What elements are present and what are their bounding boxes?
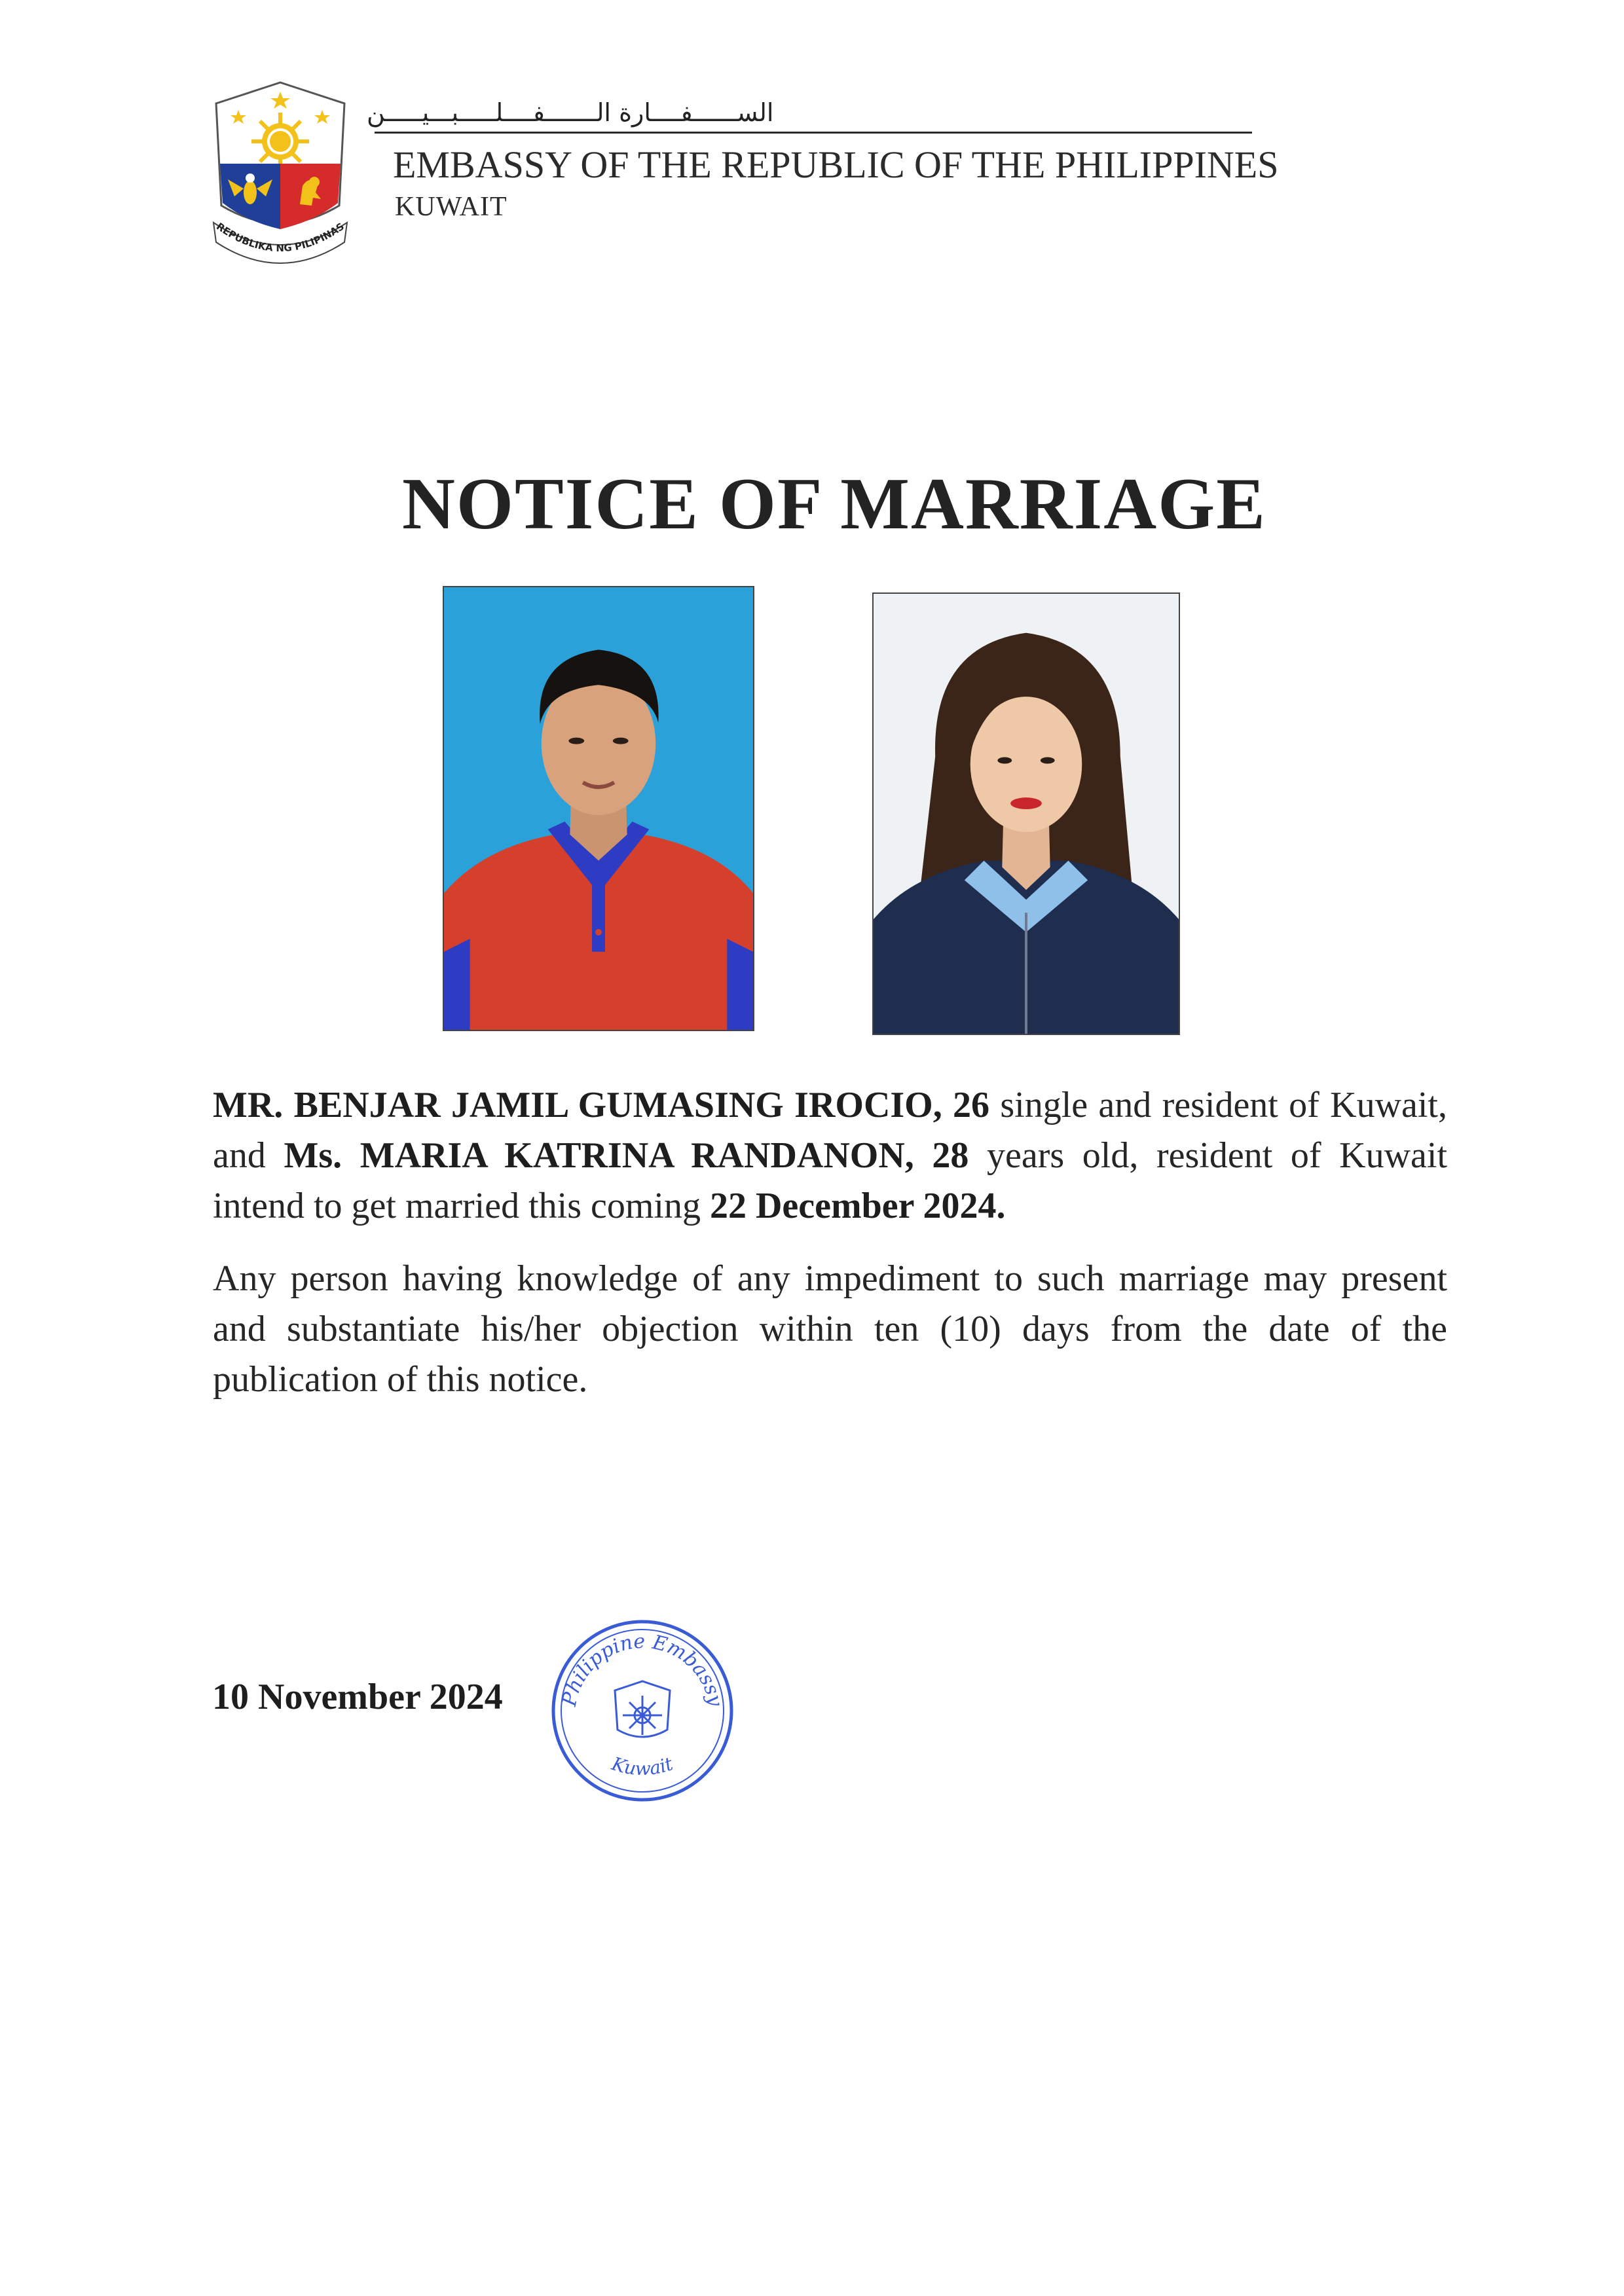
groom-name: MR. BENJAR JAMIL GUMASING IROCIO, 26 xyxy=(213,1085,990,1125)
embassy-name-arabic: الســــــفــــارة الـــــــفــــلـــــبـــيـــــن xyxy=(367,98,774,127)
groom-portrait-illustration xyxy=(444,587,753,1030)
groom-status: single and resident of Kuwait, and xyxy=(213,1085,1447,1176)
embassy-name: EMBASSY OF THE REPUBLIC OF THE PHILIPPINES xyxy=(393,143,1279,186)
bride-photo xyxy=(872,592,1180,1035)
bride-name: Ms. MARIA KATRINA RANDANON, 28 xyxy=(284,1135,969,1176)
objection-paragraph: Any person having knowledge of any impediment to such marriage may present and substantiate his/her objection within ten (10) days from the date of the publication of this notice. xyxy=(213,1258,1447,1400)
wedding-date: 22 December 2024. xyxy=(709,1186,1006,1226)
embassy-city: KUWAIT xyxy=(395,192,507,222)
page-title: NOTICE OF MARRIAGE xyxy=(402,464,1266,545)
svg-text:Kuwait xyxy=(608,1753,676,1779)
bride-portrait-illustration xyxy=(874,594,1179,1034)
seal-banner-text: REPUBLIKA NG PILIPINAS xyxy=(214,220,346,255)
stamp-text-top: Philippine Embassy xyxy=(557,1630,728,1709)
philippine-coat-of-arms-seal xyxy=(204,77,356,268)
bride-status: years old, resident of Kuwait intend to get married this coming xyxy=(213,1135,1447,1226)
groom-photo xyxy=(443,586,754,1031)
stamp-text-bottom: Kuwait xyxy=(609,1753,676,1780)
arabic-underline xyxy=(375,132,1252,134)
marriage-announcement-paragraph xyxy=(213,1080,1447,1231)
embassy-stamp xyxy=(549,1617,736,1804)
notice-date: 10 November 2024 xyxy=(212,1677,503,1717)
